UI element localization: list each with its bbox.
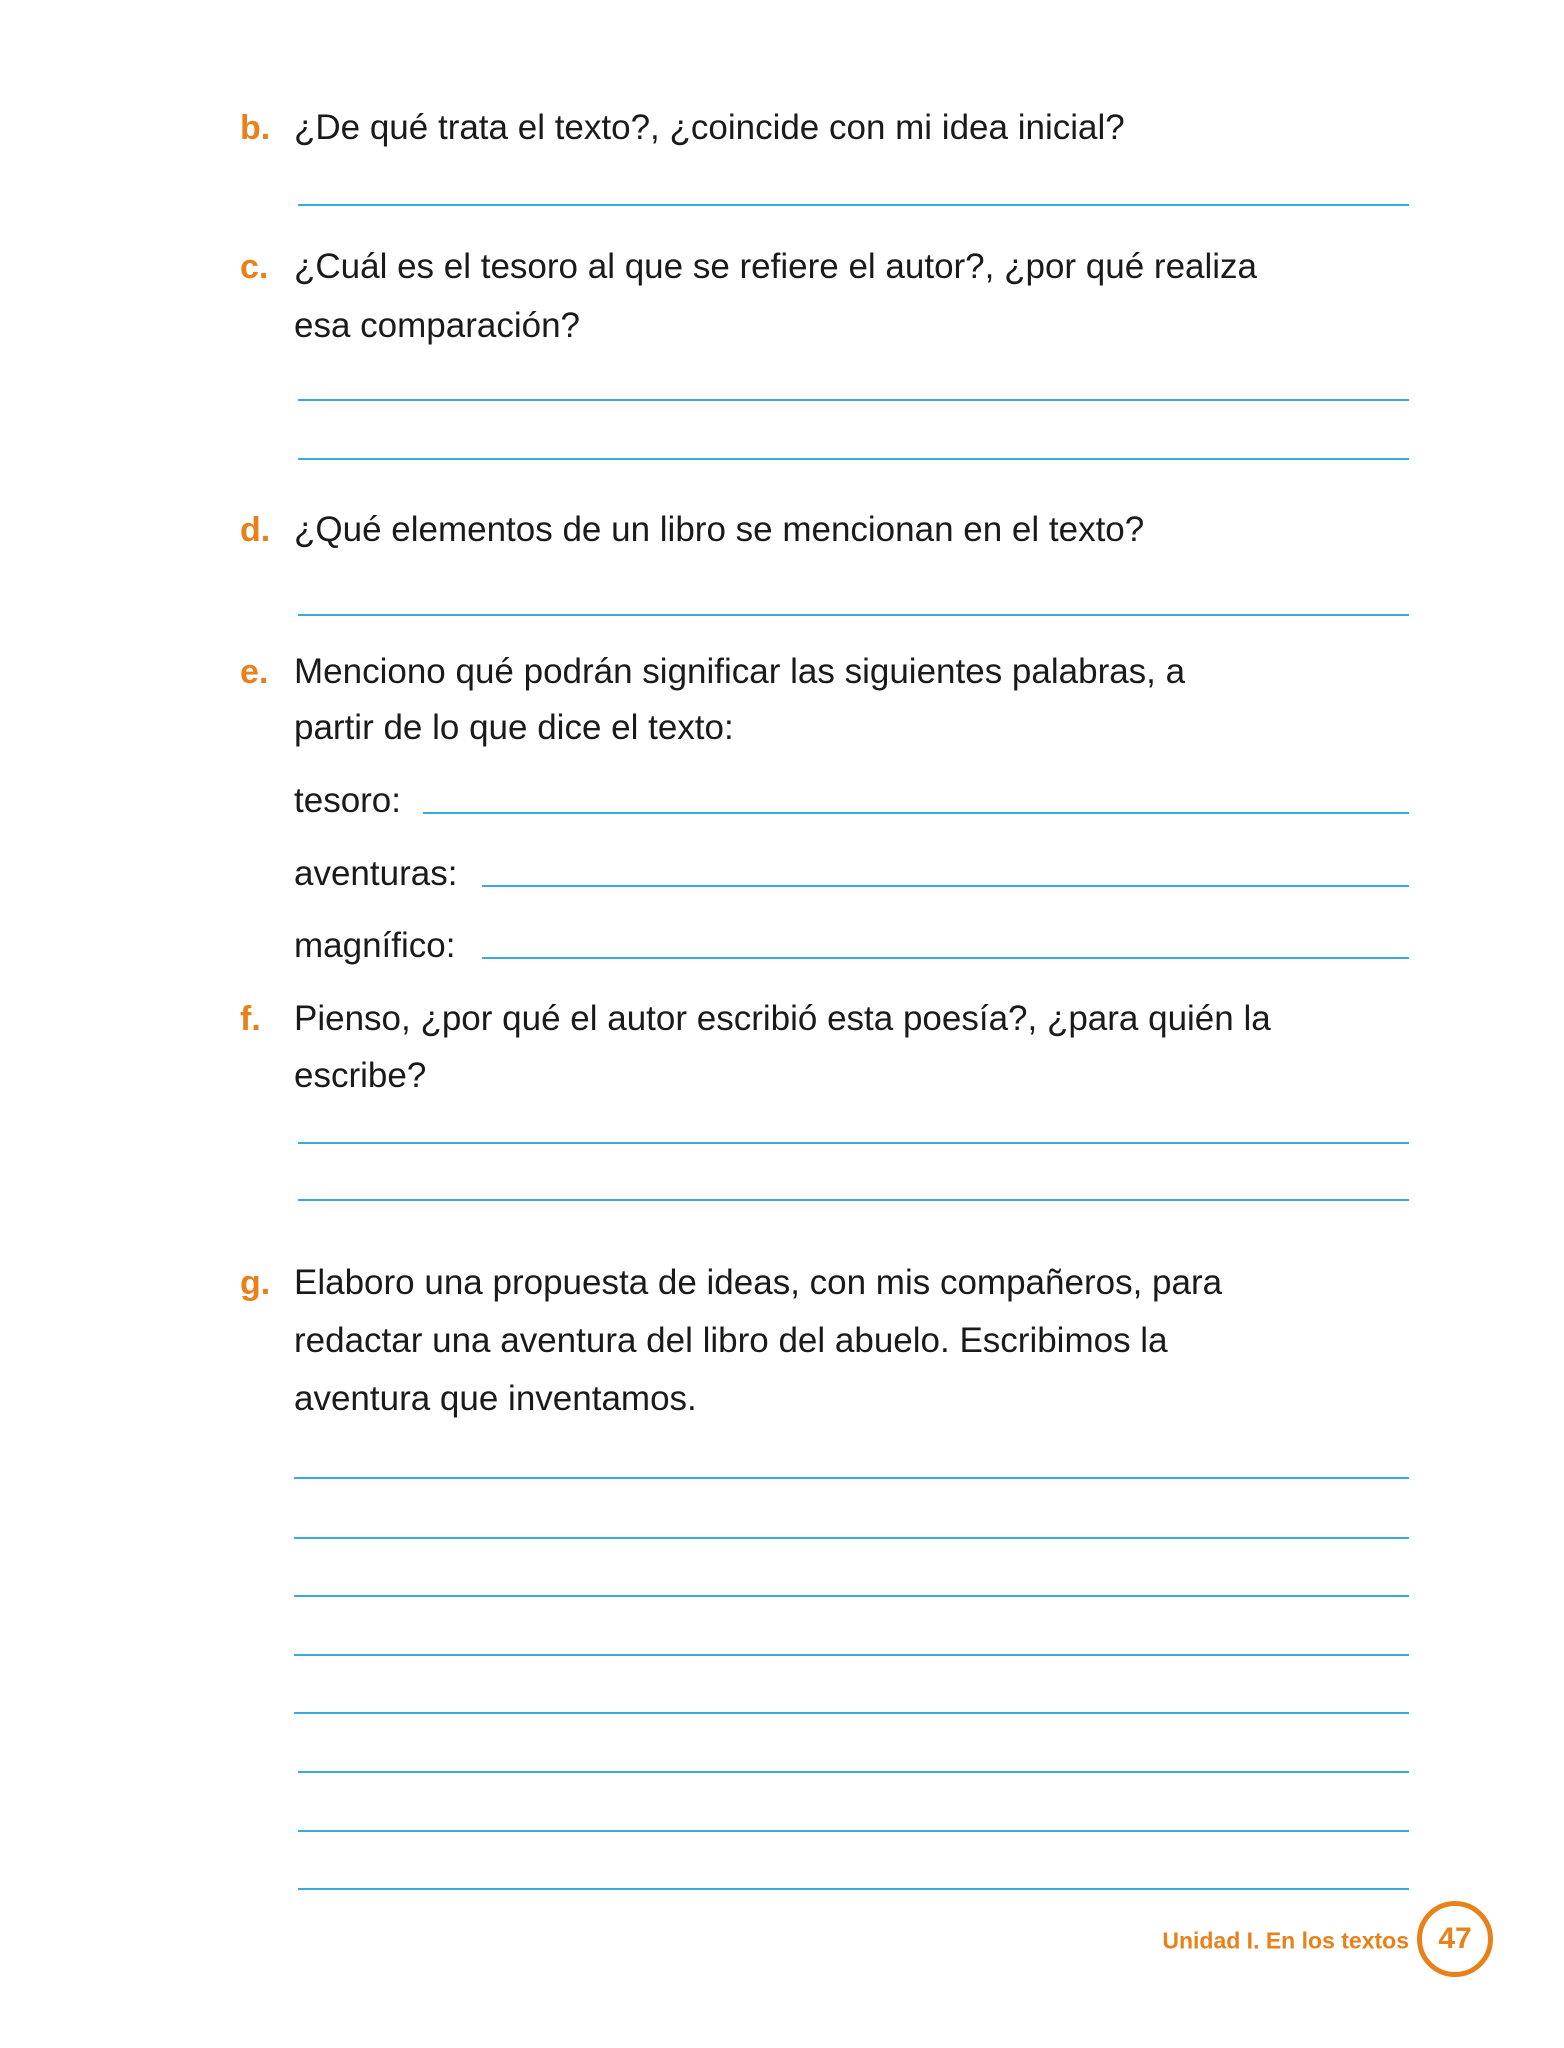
word-label-aventuras: aventuras: <box>294 854 458 893</box>
question-label: d. <box>240 511 271 549</box>
unit-title: Unidad I. En los textos <box>1162 1927 1409 1954</box>
page-number: 47 <box>1438 1922 1472 1955</box>
answer-line[interactable] <box>298 1771 1409 1773</box>
question-label: e. <box>240 653 269 691</box>
answer-line[interactable] <box>298 458 1409 460</box>
question-text: escribe? <box>294 1056 427 1095</box>
word-label-magnifico: magnífico: <box>294 926 456 965</box>
answer-line[interactable] <box>294 1654 1409 1656</box>
answer-line[interactable] <box>294 1477 1409 1479</box>
answer-line[interactable] <box>298 204 1409 206</box>
question-text: ¿De qué trata el texto?, ¿coincide con mi idea inicial? <box>294 108 1125 147</box>
answer-line[interactable] <box>298 614 1409 616</box>
question-text: Menciono qué podrán significar las siguientes palabras, a <box>294 652 1186 691</box>
question-text: ¿Cuál es el tesoro al que se refiere el autor?, ¿por qué realiza <box>294 247 1258 286</box>
answer-line[interactable] <box>298 1830 1409 1832</box>
answer-line-magnifico[interactable] <box>482 957 1409 959</box>
question-text: esa comparación? <box>294 306 580 345</box>
question-text: Pienso, ¿por qué el autor escribió esta poesía?, ¿para quién la <box>294 999 1271 1038</box>
answer-line[interactable] <box>298 1199 1409 1201</box>
question-text: partir de lo que dice el texto: <box>294 708 734 747</box>
answer-line[interactable] <box>298 1142 1409 1144</box>
answer-line[interactable] <box>298 1888 1409 1890</box>
answer-line[interactable] <box>298 399 1409 401</box>
page-number-badge <box>1417 1901 1493 1977</box>
answer-line[interactable] <box>294 1712 1409 1714</box>
question-label: g. <box>240 1264 271 1302</box>
question-label: f. <box>240 1000 261 1038</box>
answer-line-tesoro[interactable] <box>423 812 1409 814</box>
answer-line[interactable] <box>294 1595 1409 1597</box>
question-label: c. <box>240 248 269 286</box>
answer-line[interactable] <box>294 1537 1409 1539</box>
question-text: redactar una aventura del libro del abuelo. Escribimos la <box>294 1321 1168 1360</box>
question-label: b. <box>240 109 271 147</box>
answer-line-aventuras[interactable] <box>482 885 1409 887</box>
question-text: ¿Qué elementos de un libro se mencionan en el texto? <box>294 510 1145 549</box>
question-text: Elaboro una propuesta de ideas, con mis compañeros, para <box>294 1263 1223 1302</box>
word-label-tesoro: tesoro: <box>294 781 401 820</box>
question-text: aventura que inventamos. <box>294 1379 697 1418</box>
